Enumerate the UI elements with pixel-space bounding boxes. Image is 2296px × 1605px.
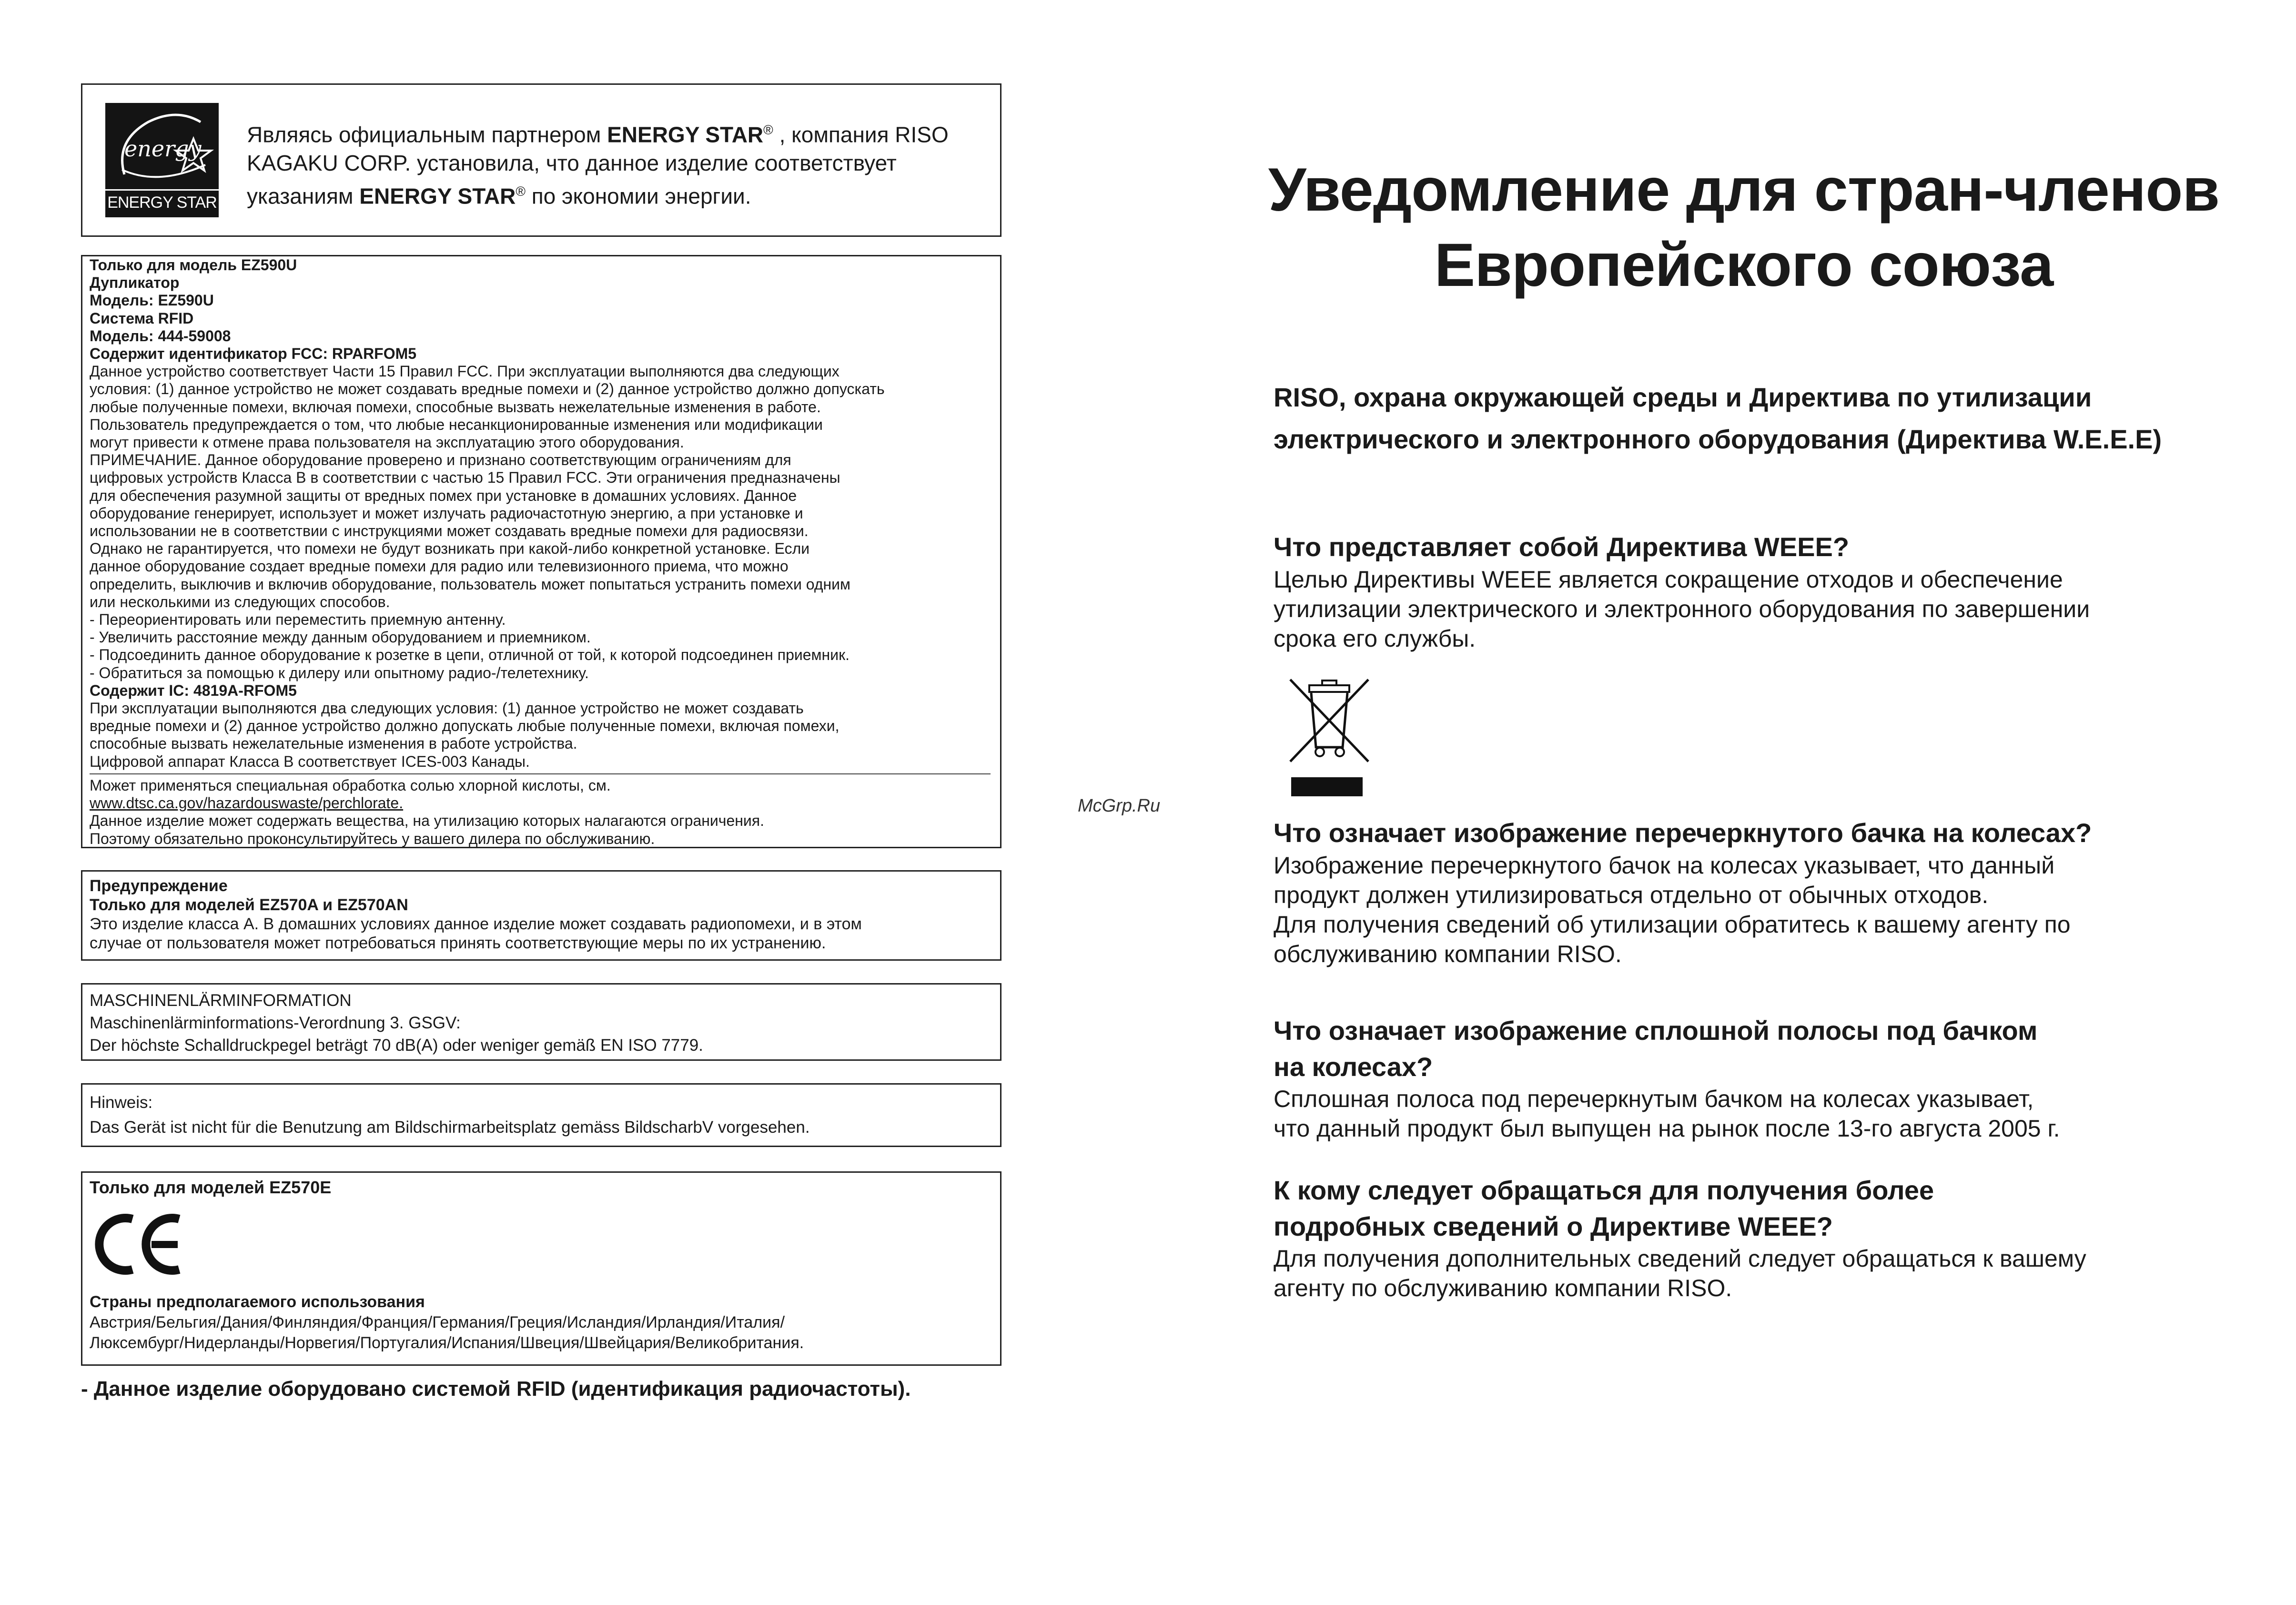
fcc-body-line: Однако не гарантируется, что помехи не будут возникать при какой-либо конкретной установке. Если — [90, 540, 810, 558]
watermark: McGrp.Ru — [1078, 796, 1161, 816]
fcc-body-line: условия: (1) данное устройство не может создавать вредные помехи и (2) данное устройство должно допускать — [90, 380, 885, 398]
warning-title: Предупреждение — [90, 877, 228, 895]
perchlorate-link[interactable]: www.dtsc.ca.gov/hazardouswaste/perchlorate. — [90, 794, 404, 812]
fcc-header-line: Содержит идентификатор FCC: RPARFOM5 — [90, 345, 417, 363]
fcc-header-line: Дупликатор — [90, 274, 180, 292]
ce-title: Только для моделей EZ570E — [90, 1178, 332, 1197]
energy-star-notice — [81, 83, 1001, 237]
answer-paragraph: Сплошная полоса под перечеркнутым бачком на колесах указывает, что данный продукт был выпущен на рынок после 13-го августа 2005 г. — [1274, 1086, 2060, 1142]
weee-intro-heading: RISO, охрана окружающей среды и Директива по утилизации электрического и электронного оборудования (Директива W.E.E.E) — [1274, 382, 2162, 454]
fcc-header-line: Система RFID — [90, 309, 194, 327]
answer-paragraph: Целью Директивы WEEE является сокращение отходов и обеспечение утилизации электрического и электронного оборудования по завершении срока его службы. — [1274, 566, 2090, 652]
fcc-notice — [81, 255, 1001, 848]
fcc-body-line: - Подсоединить данное оборудование к розетке в цепи, отличной от той, к которой подсоединен приемник. — [90, 646, 850, 664]
answer-paragraph: Для получения дополнительных сведений следует обращаться к вашему агенту по обслуживанию компании RISO. — [1274, 1245, 2086, 1301]
fcc-body-line: или несколькими из следующих способов. — [90, 593, 390, 610]
fcc-body-line: цифровых устройств Класса B в соответствии с частью 15 Правил FCC. Эти ограничения предназначены — [90, 469, 840, 487]
energy-star-logo — [105, 103, 219, 217]
rfid-note: - Данное изделие оборудовано системой RFID (идентификация радиочастоты). — [81, 1377, 911, 1401]
class-a-warning: Предупреждение Только для моделей EZ570A и EZ570AN Это изделие класса A. В домашних условиях данное изделие может создавать радиопомехи, и в этом случае от пользователя может потребоваться принять соответствующие меры по их устранению. — [81, 870, 1001, 961]
energy-script-text: energy — [124, 136, 202, 162]
warning-subtitle: Только для моделей EZ570A и EZ570AN — [90, 896, 408, 914]
fcc-header-line: Только для модель EZ590U — [90, 256, 297, 274]
fcc-header-line: Модель: 444-59008 — [90, 327, 231, 345]
fcc-body-line: для обеспечения разумной защиты от вредных помех при установке в домашних условиях. Данное — [90, 487, 797, 504]
energy-star-logo-label: ENERGY STAR — [105, 189, 219, 214]
fcc-body-line: могут привести к отмене права пользователя на эксплуатацию этого оборудования. — [90, 434, 684, 451]
ic-header: Содержит IC: 4819A-RFOM5 — [90, 681, 297, 699]
energy-star-icon — [105, 103, 219, 191]
energy-star-statement: Являясь официальным партнером ENERGY STAR® , компания RISO KAGAKU CORP. установила, что данное изделие соответствует указаниям ENERGY STAR® по экономии энергии. — [247, 122, 949, 209]
fcc-body-line: данное оборудование создает вредные помехи для радио или телевизионного приема, что можно — [90, 558, 789, 575]
page-title: Уведомление для стран-членов Европейского союза — [1268, 156, 2220, 299]
ic-line: способные вызвать нежелательные изменения в работе устройства. — [90, 735, 577, 752]
noise-information: MASCHINENLÄRMINFORMATION Maschinenlärminformations-Verordnung 3. GSGV: Der höchste Schalldruckpegel beträgt 70 dB(A) oder weniger gemäß EN ISO 7779. — [81, 983, 1001, 1061]
question-heading: Что означает изображение перечеркнутого бачка на колесах? — [1274, 818, 2092, 848]
fcc-divider — [90, 773, 991, 774]
fcc-body-line: - Увеличить расстояние между данным оборудованием и приемником. — [90, 629, 591, 646]
fcc-body-line: оборудование генерирует, использует и может излучать радиочастотную энергию, а при установке и — [90, 504, 803, 522]
question-heading: Что представляет собой Директива WEEE? — [1274, 532, 1850, 562]
hinweis-notice: Hinweis: Das Gerät ist nicht für die Benutzung am Bildschirmarbeitsplatz gemäss BildscharbV vorgesehen. — [81, 1083, 1001, 1147]
question-heading: К кому следует обращаться для получения более подробных сведений о Директиве WEEE? — [1274, 1175, 1934, 1241]
ce-mark-icon — [94, 1209, 185, 1280]
ic-line: При эксплуатации выполняются два следующих условия: (1) данное устройство не может создавать — [90, 700, 804, 717]
fcc-body-line: - Обратиться за помощью к дилеру или опытному радио-/телетехнику. — [90, 664, 589, 681]
fcc-body-line: определить, выключив и включив оборудование, пользователь может попытаться устранить помехи одним — [90, 575, 851, 593]
fcc-body-line: ПРИМЕЧАНИЕ. Данное оборудование проверено и признано соответствующим ограничениям для — [90, 451, 791, 469]
fcc-header-line: Модель: EZ590U — [90, 292, 214, 309]
answer-paragraph: Изображение перечеркнутого бачок на колесах указывает, что данный продукт должен утилизироваться отдельно от обычных отходов. Для получения сведений об утилизации обратитесь к вашему агенту по обслуживанию компании RISO. — [1274, 852, 2071, 967]
countries-title: Страны предполагаемого использования — [90, 1293, 425, 1311]
fcc-body-line: Данное устройство соответствует Части 15 Правил FCC. При эксплуатации выполняются два следующих — [90, 363, 840, 380]
fcc-content — [90, 256, 995, 771]
ic-line: Цифровой аппарат Класса B соответствует ICES-003 Канады. — [90, 752, 530, 770]
fcc-body-line: - Переориентировать или переместить приемную антенну. — [90, 611, 506, 629]
fcc-body-line: Пользователь предупреждается о том, что любые несанкционированные изменения или модификации — [90, 416, 823, 433]
ic-line: вредные помехи и (2) данное устройство должно допускать любые полученные помехи, включая помехи, — [90, 717, 840, 735]
ce-notice: Только для моделей EZ570E Страны предполагаемого использования Австрия/Бельгия/Дания/Финляндия/Франция/Германия/Греция/Исландия/Ирландия/Италия/ Люксембург/Нидерланды/Норвегия/Португалия/Испания/Швеция/Швейцария/Великобритания. — [81, 1171, 1001, 1366]
fcc-body-line: использовании не в соответствии с инструкциями может создавать вредные помехи для радиосвязи. — [90, 522, 809, 540]
perchlorate-notice: Может применяться специальная обработка солью хлорной кислоты, см. www.dtsc.ca.gov/hazardouswaste/perchlorate. Данное изделие может содержать вещества, на утилизацию которых налагаются ограничения. Поэтому обязательно проконсультируйтесь у вашего дилера по обслуживанию. — [90, 777, 765, 847]
question-heading: Что означает изображение сплошной полосы под бачком на колесах? — [1274, 1016, 2038, 1082]
crossed-out-bin-icon — [1286, 676, 1372, 797]
fcc-body-line: любые полученные помехи, включая помехи, способные вызвать нежелательные изменения в работе. — [90, 398, 821, 416]
